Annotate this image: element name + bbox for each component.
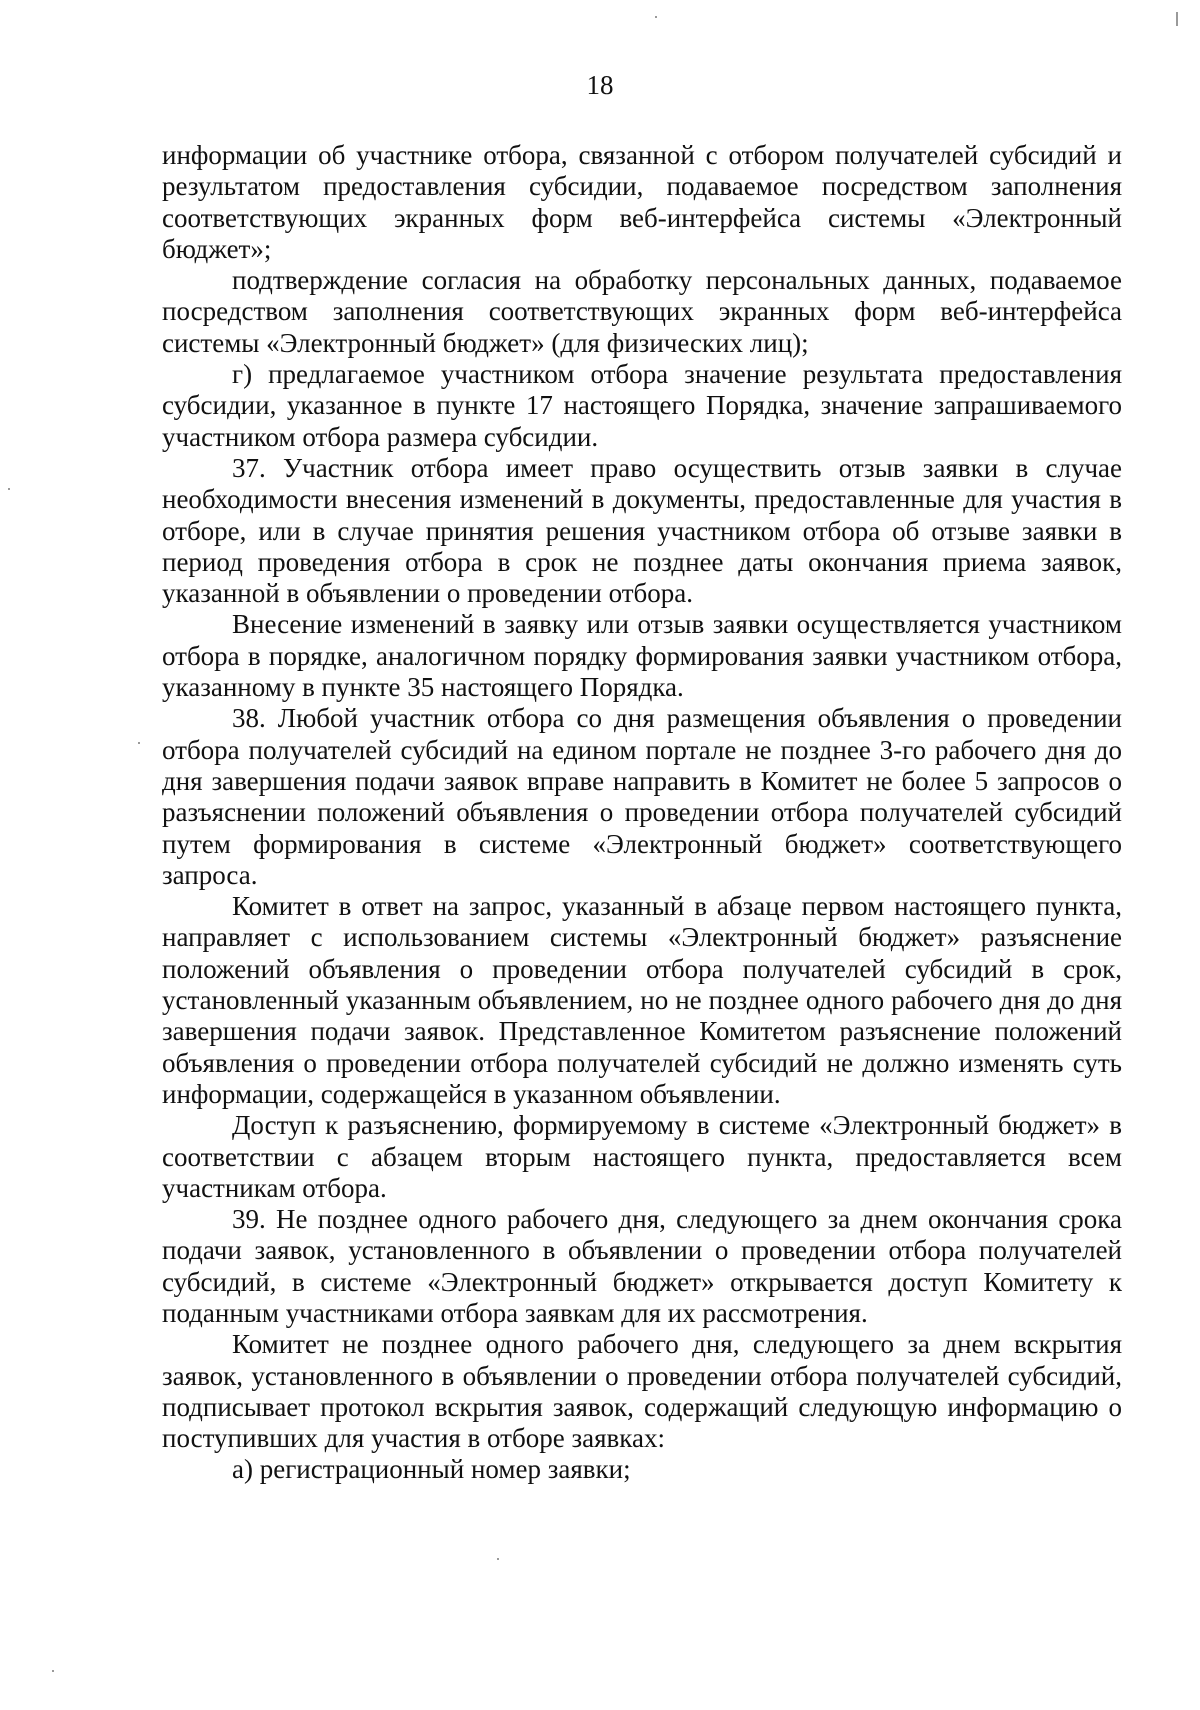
paragraph-clause-37: 37. Участник отбора имеет право осуществить отзыв заявки в случае необходимости внесения изменений в документы, предоставленные для участия в отборе, или в случае принятия решения участником отбора об отзыве заявки в период проведения отбора в срок не позднее даты окончания приема заявок, указанной в объявлении о проведении отбора. bbox=[162, 452, 1122, 609]
scan-speck bbox=[8, 488, 10, 490]
paragraph-clause-37-changes: Внесение изменений в заявку или отзыв заявки осуществляется участником отбора в порядке, аналогичном порядку формирования заявки участником отбора, указанному в пункте 35 настоящего Порядка. bbox=[162, 609, 1122, 703]
paragraph-clause-38-access: Доступ к разъяснению, формируемому в системе «Электронный бюджет» в соответствии с абзацем вторым настоящего пункта, предоставляется всем участникам отбора. bbox=[162, 1110, 1122, 1203]
scan-speck bbox=[52, 1670, 54, 1672]
paragraph-clause-38-response: Комитет в ответ на запрос, указанный в абзаце первом настоящего пункта, направляет с использованием системы «Электронный бюджет» разъяснение положений объявления о проведении отбора получателей субсидий в срок, установленный указанным объявлением, но не позднее одного рабочего дня до дня завершения подачи заявок. Представленное Комитетом разъяснение положений объявления о проведении отбора получателей субсидий не должно изменять суть информации, содержащейся в указанном объявлении. bbox=[162, 891, 1122, 1109]
paragraph-consent-personal-data: подтверждение согласия на обработку персональных данных, подаваемое посредством заполнения соответствующих экранных форм веб-интерфейса системы «Электронный бюджет» (для физических лиц); bbox=[162, 265, 1122, 358]
paragraph-clause-39-protocol: Комитет не позднее одного рабочего дня, следующего за днем вскрытия заявок, установленного в объявлении о проведении отбора получателей субсидий, подписывает протокол вскрытия заявок, содержащий следующую информацию о поступивших для участия в отборе заявках: bbox=[162, 1329, 1122, 1454]
list-item-a: а) регистрационный номер заявки; bbox=[232, 1454, 631, 1485]
scan-speck bbox=[655, 16, 657, 18]
paragraph-clause-38: 38. Любой участник отбора со дня размещения объявления о проведении отбора получателей субсидий на едином портале не позднее 3-го рабочего дня до дня завершения подачи заявок вправе направить в Комитет не более 5 запросов о разъяснении положений объявления о проведении отбора получателей субсидий путем формирования в системе «Электронный бюджет» соответствующего запроса. bbox=[162, 703, 1122, 890]
scan-speck bbox=[138, 742, 140, 744]
paragraph-continuation: информации об участнике отбора, связанной с отбором получателей субсидий и результатом предоставления субсидии, подаваемое посредством заполнения соответствующих экранных форм веб-интерфейса системы «Электронный бюджет»; bbox=[162, 140, 1122, 264]
document-body bbox=[162, 140, 1122, 1486]
scan-speck bbox=[1176, 12, 1178, 26]
paragraph-item-g: г) предлагаемое участником отбора значение результата предоставления субсидии, указанное в пункте 17 настоящего Порядка, значение запрашиваемого участником отбора размера субсидии. bbox=[162, 359, 1122, 452]
paragraph-clause-39: 39. Не позднее одного рабочего дня, следующего за днем окончания срока подачи заявок, установленного в объявлении о проведении отбора получателей субсидий, в системе «Электронный бюджет» открывается доступ Комитету к поданным участниками отбора заявкам для их рассмотрения. bbox=[162, 1204, 1122, 1328]
page-number: 18 bbox=[586, 70, 614, 100]
scan-speck bbox=[497, 1558, 499, 1560]
